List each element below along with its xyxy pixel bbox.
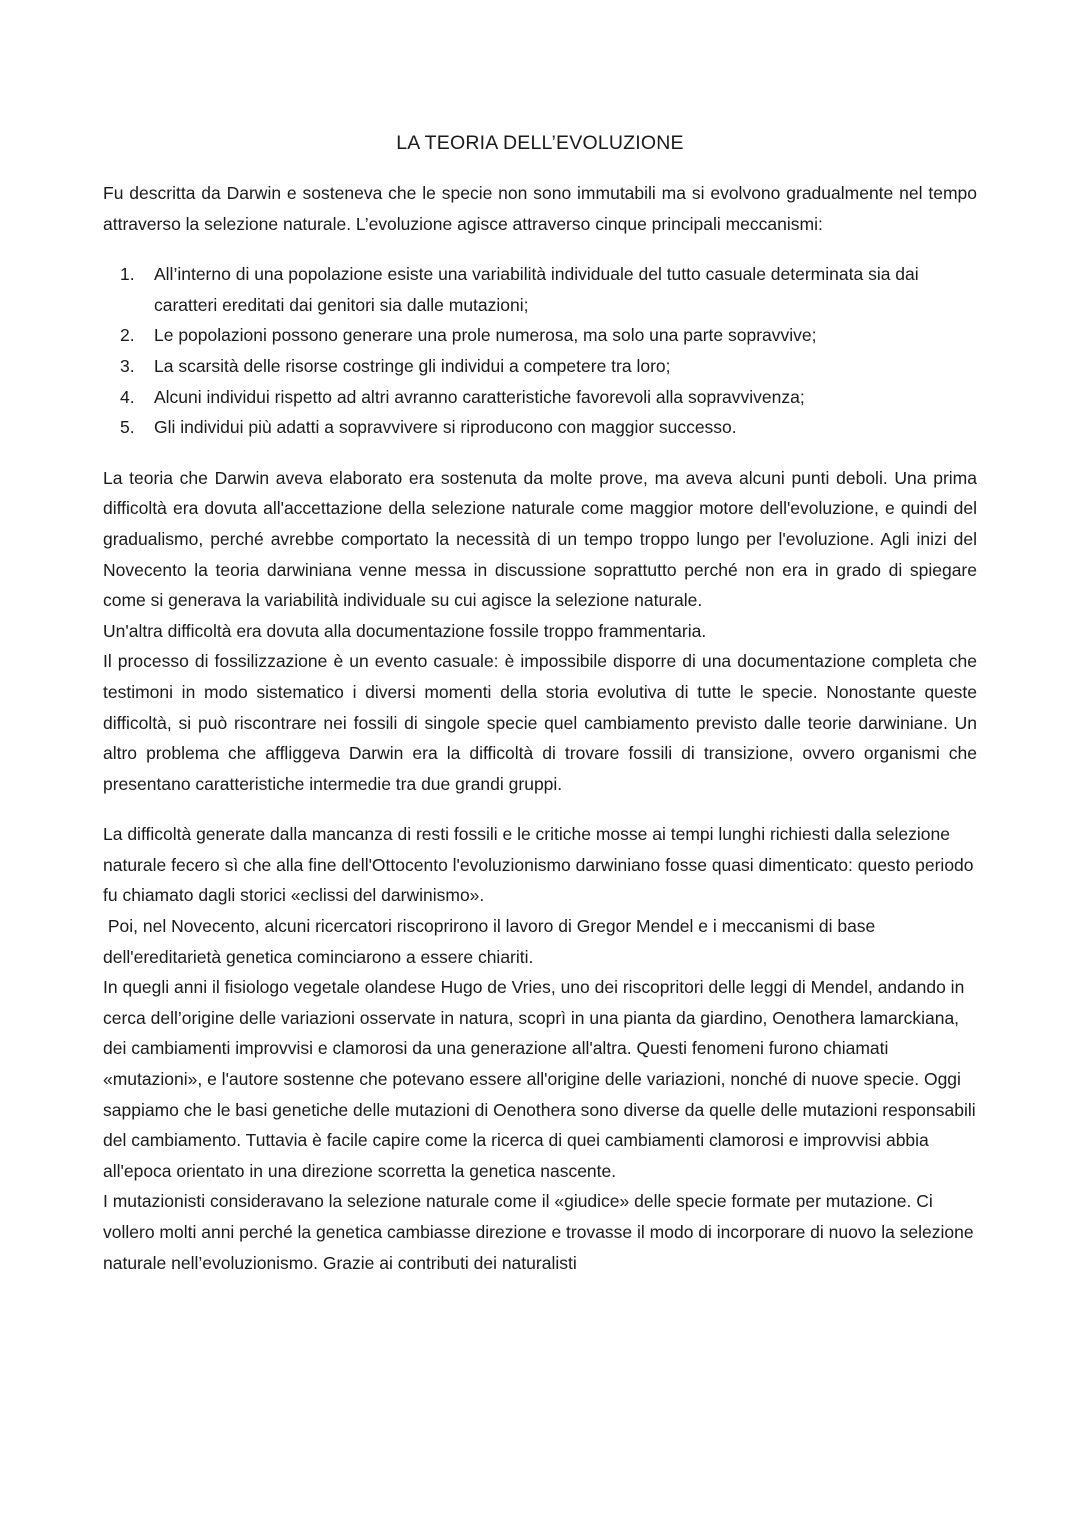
intro-paragraph: Fu descritta da Darwin e sosteneva che le specie non sono immutabili ma si evolvono gradualmente nel tempo attraverso la selezione naturale. L’evoluzione agisce attraverso cinque principali meccanismi: [103,183,977,234]
body-paragraph: Poi, nel Novecento, alcuni ricercatori riscoprirono il lavoro di Gregor Mendel e i meccanismi di base dell'ereditarietà genetica cominciarono a essere chiariti. [103,916,881,967]
body-paragraph: Un'altra difficoltà era dovuta alla documentazione fossile troppo frammentaria. [103,620,707,641]
mechanisms-list [103,259,977,443]
list-item-text: Le popolazioni possono generare una prole numerosa, ma solo una parte sopravvive; [154,325,817,346]
body-paragraph: La difficoltà generate dalla mancanza di resti fossili e le critiche mosse ai tempi lunghi richiesti dalla selezione naturale fecero sì che alla fine dell'Ottocento l'evoluzionismo darwiniano fosse quasi dimenticato: questo periodo fu chiamato dagli storici «eclissi del darwinismo». [103,824,974,906]
document-title: LA TEORIA DELL’EVOLUZIONE [396,132,684,154]
list-item-number: 3. [120,355,135,376]
list-item-number: 2. [120,325,135,346]
list-item-number: 5. [120,417,135,438]
list-item-number: 4. [120,386,135,407]
list-item-text: Gli individui più adatti a sopravvivere si riproducono con maggior successo. [154,417,737,438]
list-item [103,382,977,413]
body-paragraph: In quegli anni il fisiologo vegetale olandese Hugo de Vries, uno dei riscopritori delle leggi di Mendel, andando in cerca dell’origine delle variazioni osservate in natura, scoprì in una pianta da giardino, Oenothera lamarckiana, dei cambiamenti improvvisi e clamorosi da una generazione all'altra. Questi fenomeni furono chiamati «mutazioni», e l'autore sostenne che potevano essere all'origine delle variazioni, nonché di nuove specie. Oggi sappiamo che le basi genetiche delle mutazioni di Oenothera sono diverse da quelle delle mutazioni responsabili del cambiamento. Tuttavia è facile capire come la ricerca di quei cambiamenti clamorosi e improvvisi abbia all'epoca orientato in una direzione scorretta la genetica nascente. [103,977,976,1181]
body-paragraph: Il processo di fossilizzazione è un evento casuale: è impossibile disporre di una documentazione completa che testimoni in modo sistematico i diversi momenti della storia evolutiva di tutte le specie. Nonostante queste difficoltà, si può riscontrare nei fossili di singole specie quel cambiamento previsto dalle teorie darwiniane. Un altro problema che affliggeva Darwin era la difficoltà di trovare fossili di transizione, ovvero organismi che presentano caratteristiche intermedie tra due grandi gruppi. [103,651,977,794]
list-item-text: Alcuni individui rispetto ad altri avranno caratteristiche favorevoli alla sopravvivenza; [154,386,805,407]
list-item [103,259,977,320]
body-paragraph: La teoria che Darwin aveva elaborato era sostenuta da molte prove, ma aveva alcuni punti deboli. Una prima difficoltà era dovuta all'accettazione della selezione naturale come maggior motore dell'evoluzione, e quindi del gradualismo, perché avrebbe comportato la necessità di un tempo troppo lungo per l'evoluzione. Agli inizi del Novecento la teoria darwiniana venne messa in discussione soprattutto perché non era in grado di spiegare come si generava la variabilità individuale su cui agisce la selezione naturale. [103,467,977,611]
list-item [103,320,977,351]
list-item-text: La scarsità delle risorse costringe gli individui a competere tra loro; [154,355,671,376]
list-item-number: 1. [120,264,135,285]
list-item [103,351,977,382]
section-eclipse [103,819,977,1278]
list-item-text: All’interno di una popolazione esiste una variabilità individuale del tutto casuale determinata sia dai caratteri ereditati dai genitori sia dalle mutazioni; [154,264,919,315]
body-paragraph: I mutazionisti consideravano la selezione naturale come il «giudice» delle specie formate per mutazione. Ci vollero molti anni perché la genetica cambiasse direzione e trovasse il modo di incorporare di nuovo la selezione naturale nell’evoluzionismo. Grazie ai contributi dei naturalisti [103,1191,974,1273]
list-item [103,412,977,443]
section-weaknesses [103,463,977,800]
